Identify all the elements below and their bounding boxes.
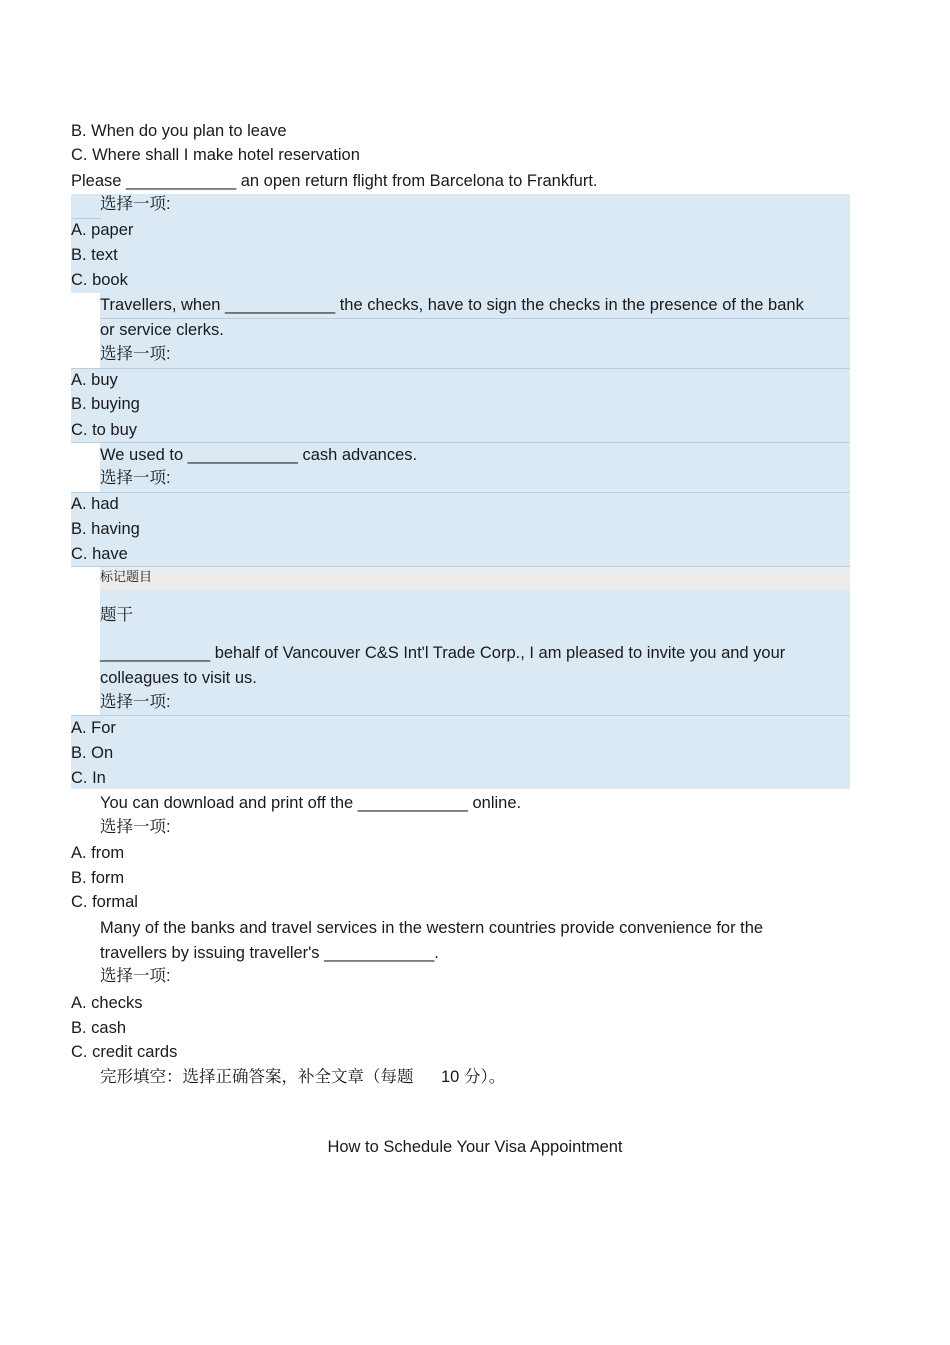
option-c[interactable]: C. credit cards — [71, 1043, 178, 1061]
divider — [71, 566, 850, 567]
choose-one-prompt: 选择一项: — [100, 967, 171, 985]
option-a[interactable]: A. from — [71, 844, 125, 862]
option-c[interactable]: C. In — [71, 769, 106, 787]
choose-one-prompt: 选择一项: — [100, 469, 171, 487]
question-stem: You can download and print off the ____________ online. — [100, 794, 522, 812]
choose-one-prompt: 选择一项: — [100, 195, 171, 213]
option-a[interactable]: A. For — [71, 719, 116, 737]
option-a[interactable]: A. had — [71, 495, 119, 513]
question-stem: travellers by issuing traveller's ____________. — [100, 944, 439, 962]
option-a[interactable]: A. buy — [71, 371, 118, 389]
choose-one-prompt: 选择一项: — [100, 345, 171, 363]
divider — [71, 715, 850, 716]
option-c[interactable]: C. formal — [71, 893, 138, 911]
option-b[interactable]: B. cash — [71, 1019, 127, 1037]
question-1-options-bg — [71, 194, 850, 293]
question-stem: colleagues to visit us. — [100, 669, 257, 687]
option-a[interactable]: A. checks — [71, 994, 143, 1012]
divider — [71, 492, 850, 493]
option-b[interactable]: B. When do you plan to leave — [71, 122, 287, 140]
stem-header: 题干 — [100, 606, 133, 624]
passage-title: How to Schedule Your Visa Appointment — [327, 1138, 623, 1156]
option-b[interactable]: B. text — [71, 246, 118, 264]
option-a[interactable]: A. paper — [71, 221, 134, 239]
question-stem: or service clerks. — [100, 321, 224, 339]
option-c[interactable]: C. Where shall I make hotel reservation — [71, 146, 360, 164]
option-b[interactable]: B. buying — [71, 395, 140, 413]
question-stem: We used to ____________ cash advances. — [100, 446, 418, 464]
question-stem: Travellers, when ____________ the checks, have to sign the checks in the presence of the bank — [100, 296, 804, 314]
flag-question-link[interactable]: 标记题目 — [100, 569, 153, 584]
divider — [71, 368, 850, 369]
option-c[interactable]: C. book — [71, 271, 128, 289]
question-2-options-bg — [71, 368, 850, 442]
option-c[interactable]: C. have — [71, 545, 128, 563]
option-b[interactable]: B. form — [71, 869, 125, 887]
question-3-options-bg — [71, 492, 850, 566]
option-b[interactable]: B. On — [71, 744, 114, 762]
question-4-options-bg — [71, 715, 850, 789]
question-stem: ____________ behalf of Vancouver C&S Int'l Trade Corp., I am pleased to invite you and your — [100, 644, 786, 662]
question-stem: Please ____________ an open return flight from Barcelona to Frankfurt. — [71, 172, 598, 190]
option-c[interactable]: C. to buy — [71, 421, 138, 439]
choose-one-prompt: 选择一项: — [100, 693, 171, 711]
flag-bar — [100, 566, 850, 590]
option-b[interactable]: B. having — [71, 520, 140, 538]
choose-one-prompt: 选择一项: — [100, 818, 171, 836]
section-instruction: 完形填空：选择正确答案，补全文章（每题 10 分）。 — [100, 1068, 506, 1086]
divider — [71, 442, 850, 443]
question-stem: Many of the banks and travel services in the western countries provide convenience for the — [100, 919, 764, 937]
